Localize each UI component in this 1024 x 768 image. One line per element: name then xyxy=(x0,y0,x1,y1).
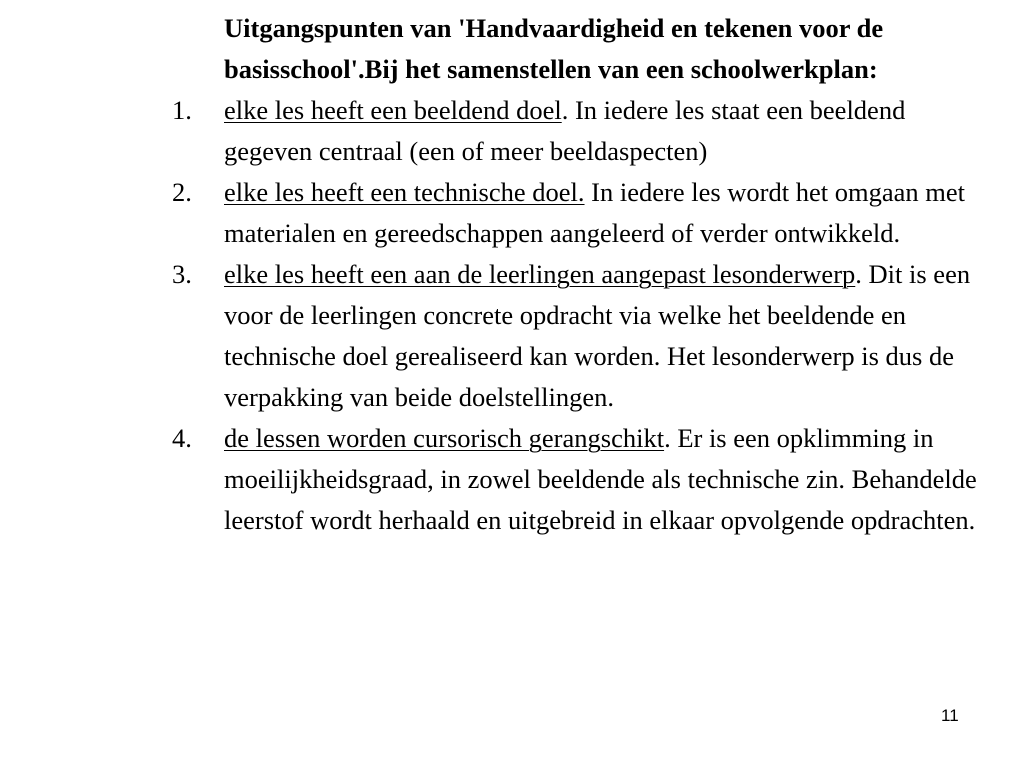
item-text: . In iedere les staat een beeldend gegeven centraal (een of meer beeldaspecten) xyxy=(224,95,906,166)
item-text: . Er is een opklimming in moeilijkheidsgraad, in zowel beeldende als technische zin. Behandelde leerstof wordt herhaald en uitgebreid in elkaar opvolgende opdrachten. xyxy=(224,423,977,535)
slide-heading: Uitgangspunten van 'Handvaardigheid en tekenen voor de basisschool'.Bij het samenstellen van een schoolwerkplan: xyxy=(224,13,884,84)
item-number: 1. xyxy=(172,95,192,125)
item-key-phrase: elke les heeft een aan de leerlingen aangepast lesonderwerp xyxy=(224,259,856,289)
list-item xyxy=(168,90,988,172)
list-item xyxy=(168,418,988,541)
list-item xyxy=(168,254,988,418)
item-key-phrase: de lessen worden cursorisch gerangschikt xyxy=(224,423,665,453)
item-text: . Dit is een voor de leerlingen concrete opdracht via welke het beeldende en technische doel gerealiseerd kan worden. Het lesonderwerp is dus de verpakking van beide doelstellingen. xyxy=(224,259,971,412)
item-number: 4. xyxy=(172,423,192,453)
page-number: 11 xyxy=(941,706,959,725)
slide-content xyxy=(168,8,988,541)
item-key-phrase: elke les heeft een technische doel. xyxy=(224,177,585,207)
numbered-list xyxy=(168,90,988,541)
item-text: In iedere les wordt het omgaan met materialen en gereedschappen aangeleerd of verder ontwikkeld. xyxy=(224,177,965,248)
item-key-phrase: elke les heeft een beeldend doel xyxy=(224,95,562,125)
item-number: 2. xyxy=(172,177,192,207)
item-number: 3. xyxy=(172,259,192,289)
list-item xyxy=(168,172,988,254)
